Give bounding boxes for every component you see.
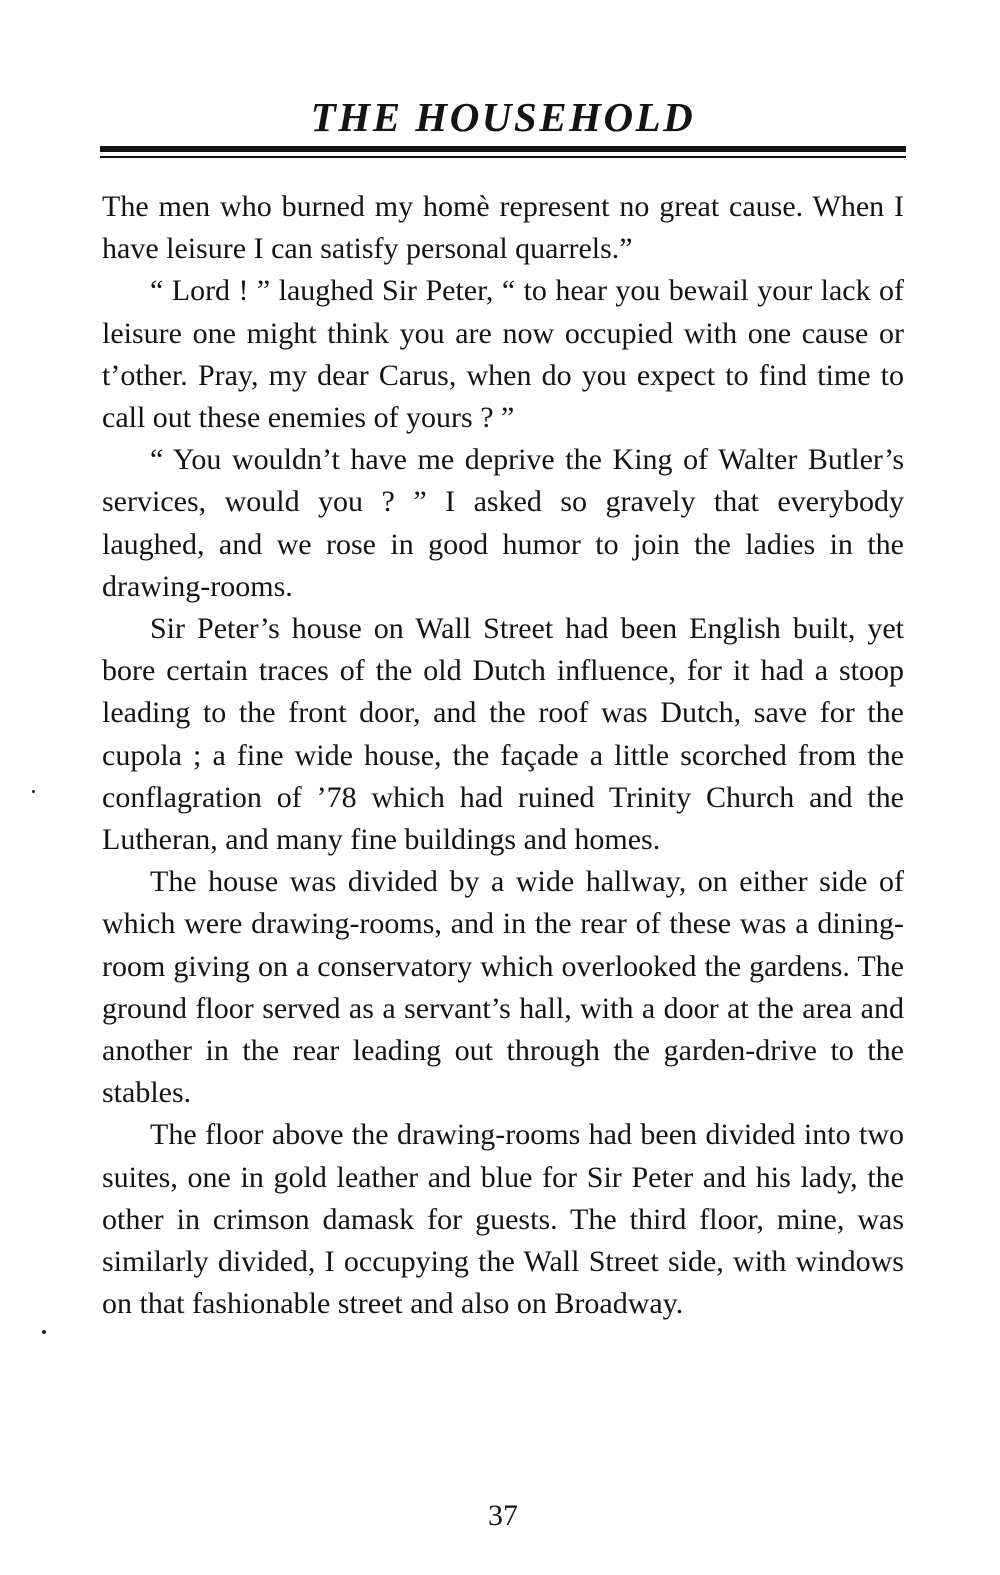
margin-speck (42, 1330, 46, 1334)
paragraph-6: The floor above the drawing-rooms had been divided into two suites, one in gold leather and blue for Sir Peter and his lady, the other in crimson damask for guests. The third floor, mine, was similarly divided, I occupying the Wall Street side, with windows on that fashionable street and also on Broadway. (102, 1118, 904, 1321)
page-number: 37 (488, 1499, 518, 1532)
margin-speck (32, 790, 35, 793)
paragraph-3: “ You wouldn’t have me deprive the King of Walter Butler’s services, would you ? ” I asked so gravely that everybody laughed, and we rose in good humor to join the ladies in the drawing-rooms. (102, 443, 904, 603)
running-head: THE HOUSEHOLD (310, 94, 696, 140)
paragraph-4: Sir Peter’s house on Wall Street had been English built, yet bore certain traces of the old Dutch influence, for it had a stoop leading to the front door, and the roof was Dutch, save for the cupola ; a fine wide house, the façade a little scorched from the conflagration of ’78 which had ruined Trinity Church and the Lutheran, and many fine buildings and homes. (102, 612, 904, 857)
header-rule-thick (100, 146, 906, 152)
header-rule-thin (100, 156, 906, 158)
paragraph-2: “ Lord ! ” laughed Sir Peter, “ to hear you bewail your lack of leisure one might think you are now occupied with one cause or t’other. Pray, my dear Carus, when do you expect to find time to call out these enemies of yours ? ” (102, 274, 904, 435)
paragraph-1: The men who burned my homè represent no great cause. When I have leisure I can satisfy personal quarrels.” (102, 190, 904, 266)
body-text (102, 186, 904, 1325)
paragraph-5: The house was divided by a wide hallway, on either side of which were drawing-rooms, and in the rear of these was a dining-room giving on a conservatory which overlooked the gardens. The ground floor served as a servant’s hall, with a door at the area and another in the rear leading out through the garden-drive to the stables. (102, 865, 904, 1110)
